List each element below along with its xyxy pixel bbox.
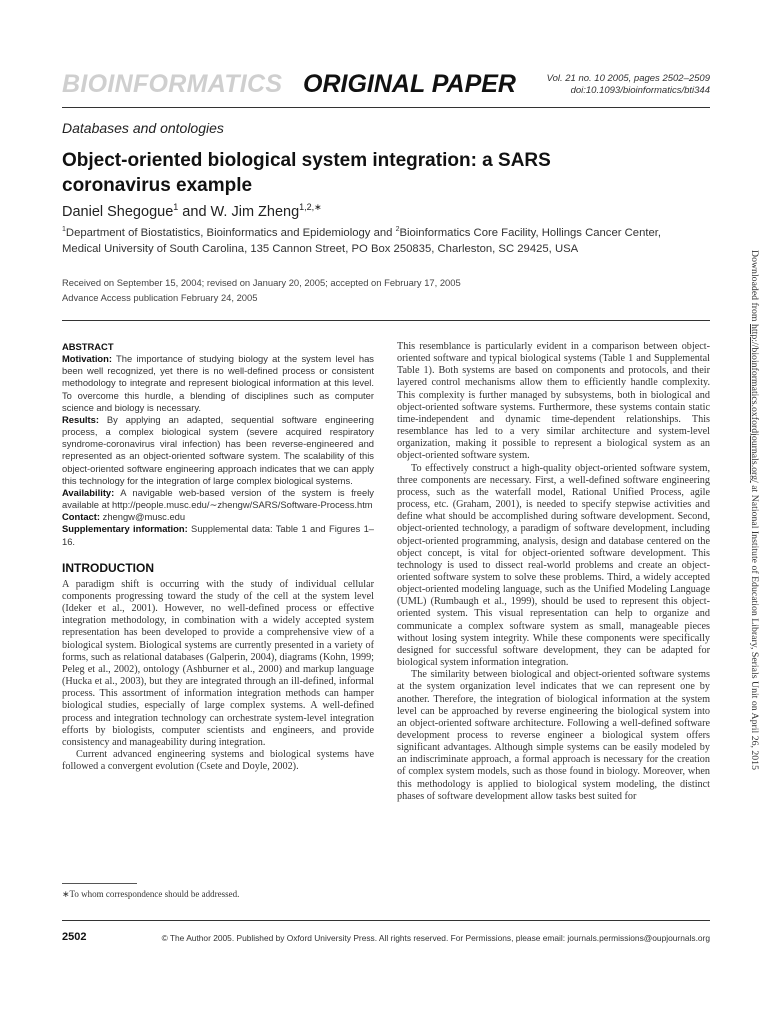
right-column (397, 341, 710, 803)
footer-rule (62, 920, 710, 921)
paper-title: Object-oriented biological system integration: a SARS coronavirus example (62, 150, 551, 196)
abstract-supplementary (62, 523, 374, 547)
abstract-results (62, 414, 374, 487)
received-dates: Received on September 15, 2004; revised on January 20, 2005; accepted on February 17, 2005 (62, 277, 461, 288)
right-paragraph-3: The similarity between biological and object-oriented software systems at the system organization level indicates that we can represent one by another. Therefore, the integration of biological information at the system level can be approached by reverse engineering the biological system into an object-oriented software architecture. Following a well-defined software development process to reverse engineer a biological system offers significant advantages. Although simple systems can be easily modeled by an indiscriminate approach, a formal approach is necessary for the creation of complex system models, such as those found in biology. Moreover, when this methodology is applied to biological system modeling, the distinct phases of software development allow tasks best suited for (397, 669, 710, 802)
abstract-availability (62, 487, 374, 511)
intro-paragraph-1: A paradigm shift is occurring with the study of individual cellular components progressing toward the study of the cell at the system level (Ideker et al., 2001). However, no well-defined process or effective integration methodology, in combination with a widely accepted system representation has been developed to provide a comprehensive view of a biological system. Biological systems are currently presented in a variety of forms, such as relational databases (Galperin, 2004), diagrams (Kohn, 1999; Peleg et al., 2002), ontology (Ashburner et al., 2000) and markup language (Hucka et al., 2003), but they are integrated through an ill-defined, informal process. This assortment of information integration methods can hamper biological studies, especially of large complex systems. A well-defined process and integration technology can orchestrate system-level integration efforts by biologists, computer scientists and engineers, and provide consistency and manageability during integration. (62, 578, 374, 748)
download-prefix: Downloaded from (749, 250, 760, 325)
author-1-sup: 1 (173, 202, 179, 212)
abstract-contact (62, 511, 374, 523)
author-2: W. Jim Zheng (210, 203, 300, 220)
author-1: Daniel Shegogue (62, 203, 174, 220)
advance-access: Advance Access publication February 24, 2005 (62, 292, 258, 303)
intro-paragraph-2: Current advanced engineering systems and biological systems have followed a convergent evolution (Csete and Doyle, 2002). (62, 749, 374, 773)
contact-email[interactable]: zhengw@musc.edu (100, 511, 186, 523)
supplementary-label: Supplementary information: (62, 523, 188, 535)
affil-sup-1: 1 (62, 226, 66, 233)
availability-text[interactable]: A navigable web-based version of the system is freely available at http://people.musc.edu/∼zhengw/SARS/Software-Process.htm (62, 486, 374, 511)
author-line (62, 202, 322, 220)
volume-info (538, 73, 710, 97)
author-and: and (178, 203, 211, 220)
paper-type: ORIGINAL PAPER (303, 70, 516, 98)
abstract-heading: ABSTRACT (62, 341, 114, 352)
footnote: ∗To whom correspondence should be addressed. (62, 889, 240, 899)
intro-heading: INTRODUCTION (62, 560, 154, 575)
motivation-text: The importance of studying biology at the system level has been well recognized, yet there is no well-defined process or consistent methodology to integrate and represent biological information at this level. To overcome this hurdle, a blending of disciplines such as computer science and biology is necessary. (62, 353, 374, 413)
footnote-rule (62, 883, 137, 884)
affil-sup-2: 2 (395, 226, 400, 233)
abstract-motivation (62, 353, 374, 414)
contact-label: Contact: (62, 511, 101, 523)
copyright-line: © The Author 2005. Published by Oxford University Press. All rights reserved. For Permissions, please email: journals.permissions@oupjournals.org (161, 933, 710, 943)
journal-name: BIOINFORMATICS (62, 70, 283, 98)
title-rule (62, 320, 710, 321)
affiliation (62, 222, 662, 257)
affil-text-2: Bioinformatics Core Facility, Hollings Cancer Center, Medical University of South Carolina, 135 Cannon Street, PO Box 250835, Charleston, SC 29425, USA (62, 226, 662, 255)
download-suffix: at National Institute of Education Library, Serials Unit on April 26, 2015 (749, 482, 760, 770)
right-paragraph-1: This resemblance is particularly evident in a comparison between object-oriented software and typical biological systems (Table 1 and Supplemental Table 1). Both systems are based on components and protocols, and their layered control mechanisms allow them to efficiently handle complexity. This complexity is further managed by subsystems, both in biological and object-oriented software systems. Furthermore, these systems contain static time-independent and dynamic time-dependent relationships. This resemblance has led to a very similar architecture and system-level organization, making it possible to represent a biological system as an object-oriented software system. (397, 341, 710, 462)
results-label: Results: (62, 413, 99, 425)
dates-block (62, 275, 662, 305)
page-number: 2502 (62, 931, 87, 943)
author-2-sup: 1,2,∗ (299, 202, 322, 212)
doi-line: doi:10.1093/bioinformatics/bti344 (570, 85, 710, 96)
download-sidebar (744, 250, 766, 770)
volume-line: Vol. 21 no. 10 2005, pages 2502–2509 (546, 73, 710, 84)
header-rule (62, 107, 710, 108)
journal-link[interactable]: http://bioinformatics.oxfordjournals.org/ (749, 324, 760, 483)
availability-label: Availability: (62, 486, 115, 498)
motivation-label: Motivation: (62, 353, 112, 365)
right-paragraph-2: To effectively construct a high-quality object-oriented software system, three components are necessary. First, a well-defined software engineering process, such as the waterfall model, Rational Unified Process, agile process, etc. (Graham, 2001), is needed to specify stepwise activities and define what should be accomplished during software development. Second, object-oriented technology, a paradigm of software development, including object-oriented programming, analysis, design and database centered on the object concept, is vital for object-oriented software development. This technology is used to dissect real-world problems and create an object-oriented software system to solve these problems. Third, a widely accepted object-oriented modeling language, such as the Unified Modeling Language (UML) (Rumbaugh et al., 1999), should be used to represent this object-oriented system. This visual representation can help to organize and communicate a complex software system as small, manageable pieces without losing system integrity. While these components were specifically designed for successful software development, they can be adapted for biological system information integration. (397, 462, 710, 669)
supplementary-text: Supplemental data: Table 1 and Figures 1–16. (62, 523, 374, 547)
download-notice (749, 250, 760, 770)
left-column (62, 341, 374, 773)
affil-text-1: Department of Biostatistics, Bioinformatics and Epidemiology and (65, 226, 396, 239)
results-text: By applying an adapted, sequential software engineering process, a complex biological system (severe acquired respiratory syndrome-coronavirus viral infection) has been reverse-engineered and represented as an object-oriented software system. The scalability of this object-oriented software engineering approach indicates that we can apply this technology for the integration of large complex biological systems. (62, 413, 374, 486)
section-label: Databases and ontologies (62, 120, 224, 136)
